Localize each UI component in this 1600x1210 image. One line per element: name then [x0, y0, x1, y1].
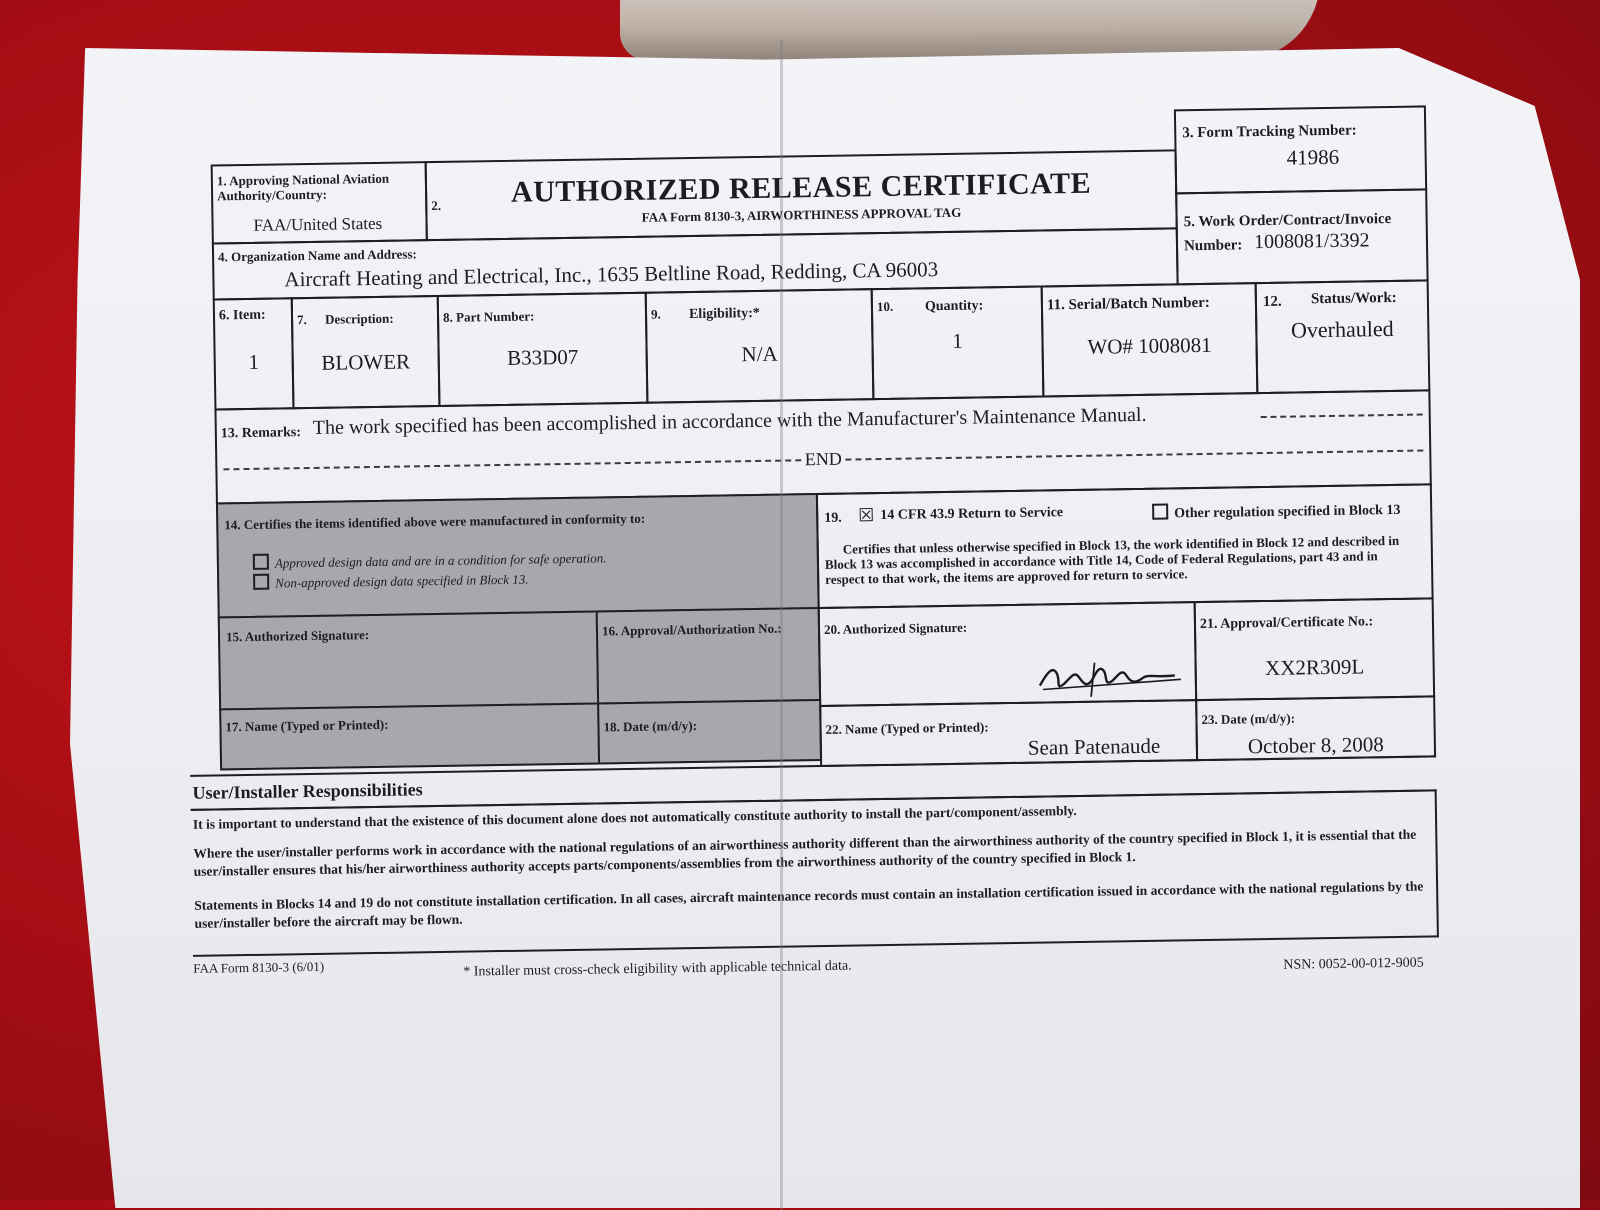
block-1-value: FAA/United States [253, 213, 383, 235]
block-14-option-1-text: Approved design data and are in a condition for safe operation. [274, 550, 607, 571]
serial-number-header: 11. Serial/Batch Number: [1046, 294, 1210, 314]
block-19 [816, 483, 1434, 609]
block-9 [645, 288, 875, 404]
block-3 [1174, 105, 1427, 194]
block-10 [871, 285, 1045, 400]
part-number-header: 8. Part Number: [442, 308, 535, 325]
description-value: BLOWER [321, 349, 411, 375]
block-22 [819, 699, 1198, 767]
responsibilities-heading: User/Installer Responsibilities [192, 779, 423, 803]
nsn-number: NSN: 0052-00-012-9005 [1283, 955, 1424, 973]
quantity-number: 10. [876, 298, 894, 315]
signature-image [1034, 641, 1185, 703]
block-23 [1195, 695, 1436, 761]
approved-design-checkbox[interactable] [253, 554, 269, 570]
item-header: 6. Item: [218, 307, 266, 324]
serial-number-value: WO# 1008081 [1087, 332, 1212, 359]
page-subtitle: FAA Form 8130-3, AIRWORTHINESS APPROVAL TAG [641, 204, 962, 225]
eligibility-number: 9. [650, 306, 661, 322]
description-header: Description: [324, 310, 394, 327]
item-value: 1 [248, 349, 260, 374]
other-regulation-checkbox[interactable] [1152, 504, 1168, 520]
block-19-option-2-text: Other regulation specified in Block 13 [1174, 502, 1401, 522]
return-to-service-checkbox[interactable]: ☒ [858, 505, 875, 526]
work-order-number: 1008081/3392 [1253, 229, 1370, 254]
block-18-label: 18. Date (m/d/y): [603, 717, 698, 735]
remarks-text: The work specified has been accomplished in accordance with the Manufacturer's Maintenance Manual. [312, 403, 1147, 439]
release-date: October 8, 2008 [1247, 732, 1384, 759]
block-19-text: Certifies that unless otherwise specified in Block 13, the work identified in Block 12 and described in Block 13 was accomplished in accordance with Title 14, Code of Federal Regulations, part 43 and in respect to that work, the items are approved for return to service. [824, 532, 1400, 587]
form-id: FAA Form 8130-3 (6/01) [193, 958, 325, 976]
part-number-value: B33D07 [506, 344, 579, 370]
eligibility-header: Eligibility:* [688, 305, 760, 323]
status-header: Status/Work: [1310, 289, 1397, 308]
block-20-label: 20. Authorized Signature: [823, 619, 968, 637]
organization-value: Aircraft Heating and Electrical, Inc., 1635 Beltline Road, Redding, CA 96003 [284, 257, 939, 292]
block-14-option-approved [253, 548, 607, 571]
block-15 [218, 610, 599, 710]
page-title: AUTHORIZED RELEASE CERTIFICATE [510, 166, 1092, 209]
block-7 [291, 295, 441, 409]
block-6 [213, 297, 295, 410]
responsibilities-p1: It is important to understand that the existence of this document alone does not automatically constitute authority to install the part/component/assembly. [192, 802, 1077, 832]
block-19-option-return [858, 505, 1063, 524]
remarks-end: END [804, 448, 842, 470]
non-approved-design-checkbox[interactable] [253, 574, 269, 590]
signer-name: Sean Patenaude [1027, 733, 1161, 760]
block-19-option-other [1152, 500, 1400, 523]
block-21-label: 21. Approval/Certificate No.: [1199, 614, 1374, 633]
eligibility-note: * Installer must cross-check eligibility with applicable technical data. [463, 958, 852, 980]
block-17 [219, 702, 600, 770]
block-22-label: 22. Name (Typed or Printed): [825, 719, 989, 737]
authorized-release-certificate [180, 105, 1452, 995]
remarks-dash-1 [1261, 414, 1423, 419]
block-5 [1175, 188, 1428, 285]
approval-certificate-number: XX2R309L [1264, 654, 1365, 681]
block-23-label: 23. Date (m/d/y): [1201, 710, 1296, 728]
block-14 [216, 493, 820, 618]
block-19-option-1-text: 14 CFR 43.9 Return to Service [880, 505, 1064, 524]
responsibilities-p3: Statements in Blocks 14 and 19 do not constitute installation certification. In all cases, aircraft maintenance records must contain an installation certification issued in accordance with the national regulations by the user/installer before the aircraft may be flown. [194, 878, 1424, 931]
block-14-option-2-text: Non-approved design data specified in Block 13. [275, 571, 529, 591]
block-14-label: 14. Certifies the items identified above were manufactured in conformity to: [224, 510, 646, 533]
block-12 [1255, 279, 1431, 394]
block-16 [596, 607, 821, 705]
block-17-label: 17. Name (Typed or Printed): [225, 716, 389, 735]
block-11 [1041, 282, 1259, 397]
block-1-label: 1. Approving National Aviation Authority/Country: [216, 170, 390, 204]
responsibilities-p2: Where the user/installer performs work in accordance with the national regulations of an airworthiness authority different than the airworthiness authority of the country specified in Block 1, it is essential that the user/installer ensures that his/her airworthiness authority accepts parts/components/assemblies from the airworthiness authority of the country specified in Block 1. [193, 826, 1417, 879]
status-number: 12. [1262, 293, 1282, 311]
eligibility-value: N/A [741, 341, 778, 367]
plastic-bag [620, 0, 1320, 60]
remarks-end-line [217, 439, 1429, 479]
description-number: 7. [296, 312, 307, 328]
block-2-title [425, 149, 1178, 241]
block-5-label: 5. Work Order/Contract/Invoice [1183, 210, 1392, 231]
block-8 [437, 292, 649, 407]
quantity-header: Quantity: [924, 298, 984, 315]
block-21 [1194, 597, 1436, 701]
block-16-label: 16. Approval/Authorization No.: [601, 620, 782, 639]
block-5-label-2: Number: [1183, 237, 1243, 255]
paper-fold-line [780, 40, 783, 1210]
form-tracking-number: 41986 [1286, 144, 1340, 170]
remarks-label: 13. Remarks: [220, 425, 302, 442]
block-4-label: 4. Organization Name and Address: [217, 246, 417, 265]
block-2-label: 2. [431, 197, 442, 214]
block-15-label: 15. Authorized Signature: [225, 627, 370, 645]
quantity-value: 1 [952, 328, 963, 353]
block-1 [211, 161, 428, 244]
block-14-option-nonapproved [253, 570, 529, 592]
block-19-number: 19. [824, 510, 842, 526]
status-value: Overhauled [1290, 315, 1394, 343]
block-3-label: 3. Form Tracking Number: [1182, 122, 1357, 142]
block-20 [818, 601, 1198, 707]
responsibilities-body [191, 789, 1439, 957]
block-18 [597, 699, 822, 765]
